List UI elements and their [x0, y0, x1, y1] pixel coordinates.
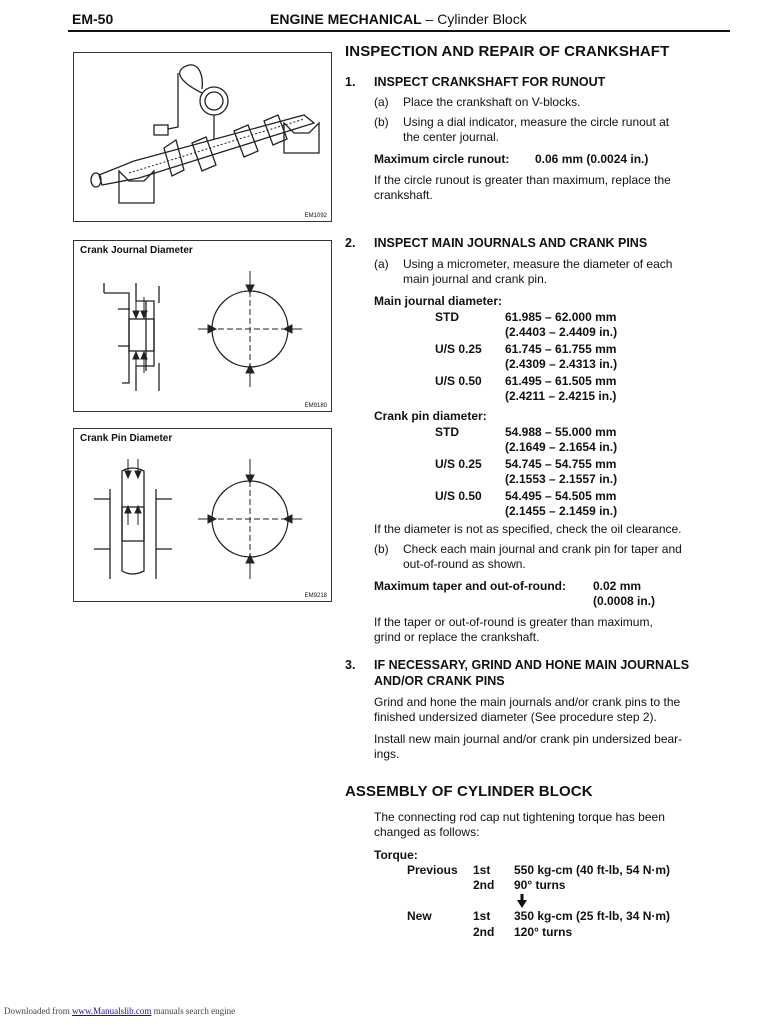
subsection-name: – Cylinder Block — [421, 11, 527, 27]
figure-code: EM1092 — [304, 213, 327, 219]
substep-text: Using a micrometer, measure the diameter of each — [403, 257, 673, 271]
size-label: STD — [435, 310, 459, 324]
torque-step: 1st — [473, 863, 491, 877]
crankshaft-runout-drawing — [74, 53, 331, 221]
spec-value: (0.0008 in.) — [593, 594, 656, 608]
substep-text: Check each main journal and crank pin for taper and — [403, 542, 682, 556]
download-footer — [4, 1006, 235, 1016]
torque-group: Previous — [407, 863, 458, 877]
spec-value: 0.02 mm — [593, 579, 642, 593]
size-mm: 54.988 – 55.000 mm — [505, 425, 617, 439]
note-text: If the diameter is not as specified, check the oil clearance. — [374, 522, 682, 536]
note-text: crankshaft. — [374, 188, 433, 202]
torque-value: 90° turns — [514, 878, 566, 892]
size-label: U/S 0.50 — [435, 374, 482, 388]
size-in: (2.1455 – 2.1459 in.) — [505, 504, 618, 518]
substep-text: main journal and crank pin. — [403, 272, 548, 286]
torque-step: 1st — [473, 909, 491, 923]
journal-diameter-drawing — [74, 241, 331, 411]
substep-text: Using a dial indicator, measure the circle runout at — [403, 115, 670, 129]
step-title: IF NECESSARY, GRIND AND HONE MAIN JOURNALS — [374, 658, 690, 672]
section-heading-inspection: INSPECTION AND REPAIR OF CRANKSHAFT — [345, 43, 670, 60]
torque-value: 550 kg-cm (40 ft-lb, 54 N·m) — [514, 863, 671, 877]
step-number: 1. — [345, 75, 356, 89]
spec-label: Main journal diameter: — [374, 294, 503, 308]
size-mm: 54.495 – 54.505 mm — [505, 489, 617, 503]
torque-value: 120° turns — [514, 925, 573, 939]
header-rule — [68, 30, 730, 32]
size-in: (2.1553 – 2.1557 in.) — [505, 472, 618, 486]
figure-pin-diameter — [73, 428, 332, 602]
substep-text: Place the crankshaft on V-blocks. — [403, 95, 581, 109]
paragraph-text: finished undersized diameter (See procedure step 2). — [374, 710, 657, 724]
size-label: U/S 0.50 — [435, 489, 482, 503]
page-code: EM-50 — [72, 11, 114, 27]
spec-label: Maximum taper and out-of-round: — [374, 579, 566, 593]
step-number: 3. — [345, 658, 356, 672]
footer-prefix: Downloaded from — [4, 1006, 72, 1016]
torque-label: Torque: — [374, 848, 418, 862]
size-in: (2.4211 – 2.4215 in.) — [505, 389, 617, 403]
section-heading-assembly: ASSEMBLY OF CYLINDER BLOCK — [345, 783, 593, 800]
section-name: ENGINE MECHANICAL — [270, 11, 422, 27]
note-text: If the taper or out-of-round is greater than maximum, — [374, 615, 653, 629]
torque-step: 2nd — [473, 878, 495, 892]
step-number: 2. — [345, 236, 356, 250]
step-title: INSPECT CRANKSHAFT FOR RUNOUT — [374, 75, 606, 89]
substep-label: (a) — [374, 95, 389, 109]
spec-label: Maximum circle runout: — [374, 152, 510, 166]
substep-label: (b) — [374, 115, 389, 129]
paragraph-text: The connecting rod cap nut tightening torque has been — [374, 810, 665, 824]
footer-suffix: manuals search engine — [151, 1006, 236, 1016]
paragraph-text: Install new main journal and/or crank pin undersized bear- — [374, 732, 683, 746]
size-mm: 61.495 – 61.505 mm — [505, 374, 617, 388]
substep-label: (b) — [374, 542, 389, 556]
figure-runout-illustration — [73, 52, 332, 222]
spec-value: 0.06 mm (0.0024 in.) — [535, 152, 649, 166]
note-text: grind or replace the crankshaft. — [374, 630, 540, 644]
substep-text: out-of-round as shown. — [403, 557, 526, 571]
substep-label: (a) — [374, 257, 389, 271]
main-text-column — [345, 44, 730, 1004]
size-mm: 61.745 – 61.755 mm — [505, 342, 617, 356]
step-title: AND/OR CRANK PINS — [374, 674, 505, 688]
torque-step: 2nd — [473, 925, 495, 939]
size-mm: 54.745 – 54.755 mm — [505, 457, 617, 471]
figure-code: EM9180 — [304, 403, 327, 409]
size-mm: 61.985 – 62.000 mm — [505, 310, 617, 324]
pin-diameter-drawing — [74, 429, 331, 601]
paragraph-text: ings. — [374, 747, 400, 761]
paragraph-text: changed as follows: — [374, 825, 480, 839]
spec-label: Crank pin diameter: — [374, 409, 487, 423]
size-in: (2.4403 – 2.4409 in.) — [505, 325, 618, 339]
page-header-title — [270, 11, 527, 27]
substep-text: the center journal. — [403, 130, 500, 144]
figure-code: EM9218 — [304, 593, 327, 599]
figure-title: Crank Pin Diameter — [80, 433, 173, 444]
figure-journal-diameter — [73, 240, 332, 412]
note-text: If the circle runout is greater than maximum, replace the — [374, 173, 671, 187]
size-label: U/S 0.25 — [435, 342, 482, 356]
down-arrow-icon — [517, 894, 527, 908]
size-label: STD — [435, 425, 459, 439]
size-in: (2.1649 – 2.1654 in.) — [505, 440, 618, 454]
step-title: INSPECT MAIN JOURNALS AND CRANK PINS — [374, 236, 648, 250]
figure-title: Crank Journal Diameter — [80, 245, 193, 256]
torque-group: New — [407, 909, 432, 923]
torque-value: 350 kg-cm (25 ft-lb, 34 N·m) — [514, 909, 671, 923]
paragraph-text: Grind and hone the main journals and/or crank pins to the — [374, 695, 681, 709]
size-label: U/S 0.25 — [435, 457, 482, 471]
manualslib-link[interactable]: www.Manualslib.com — [71, 1006, 152, 1016]
size-in: (2.4309 – 2.4313 in.) — [505, 357, 618, 371]
